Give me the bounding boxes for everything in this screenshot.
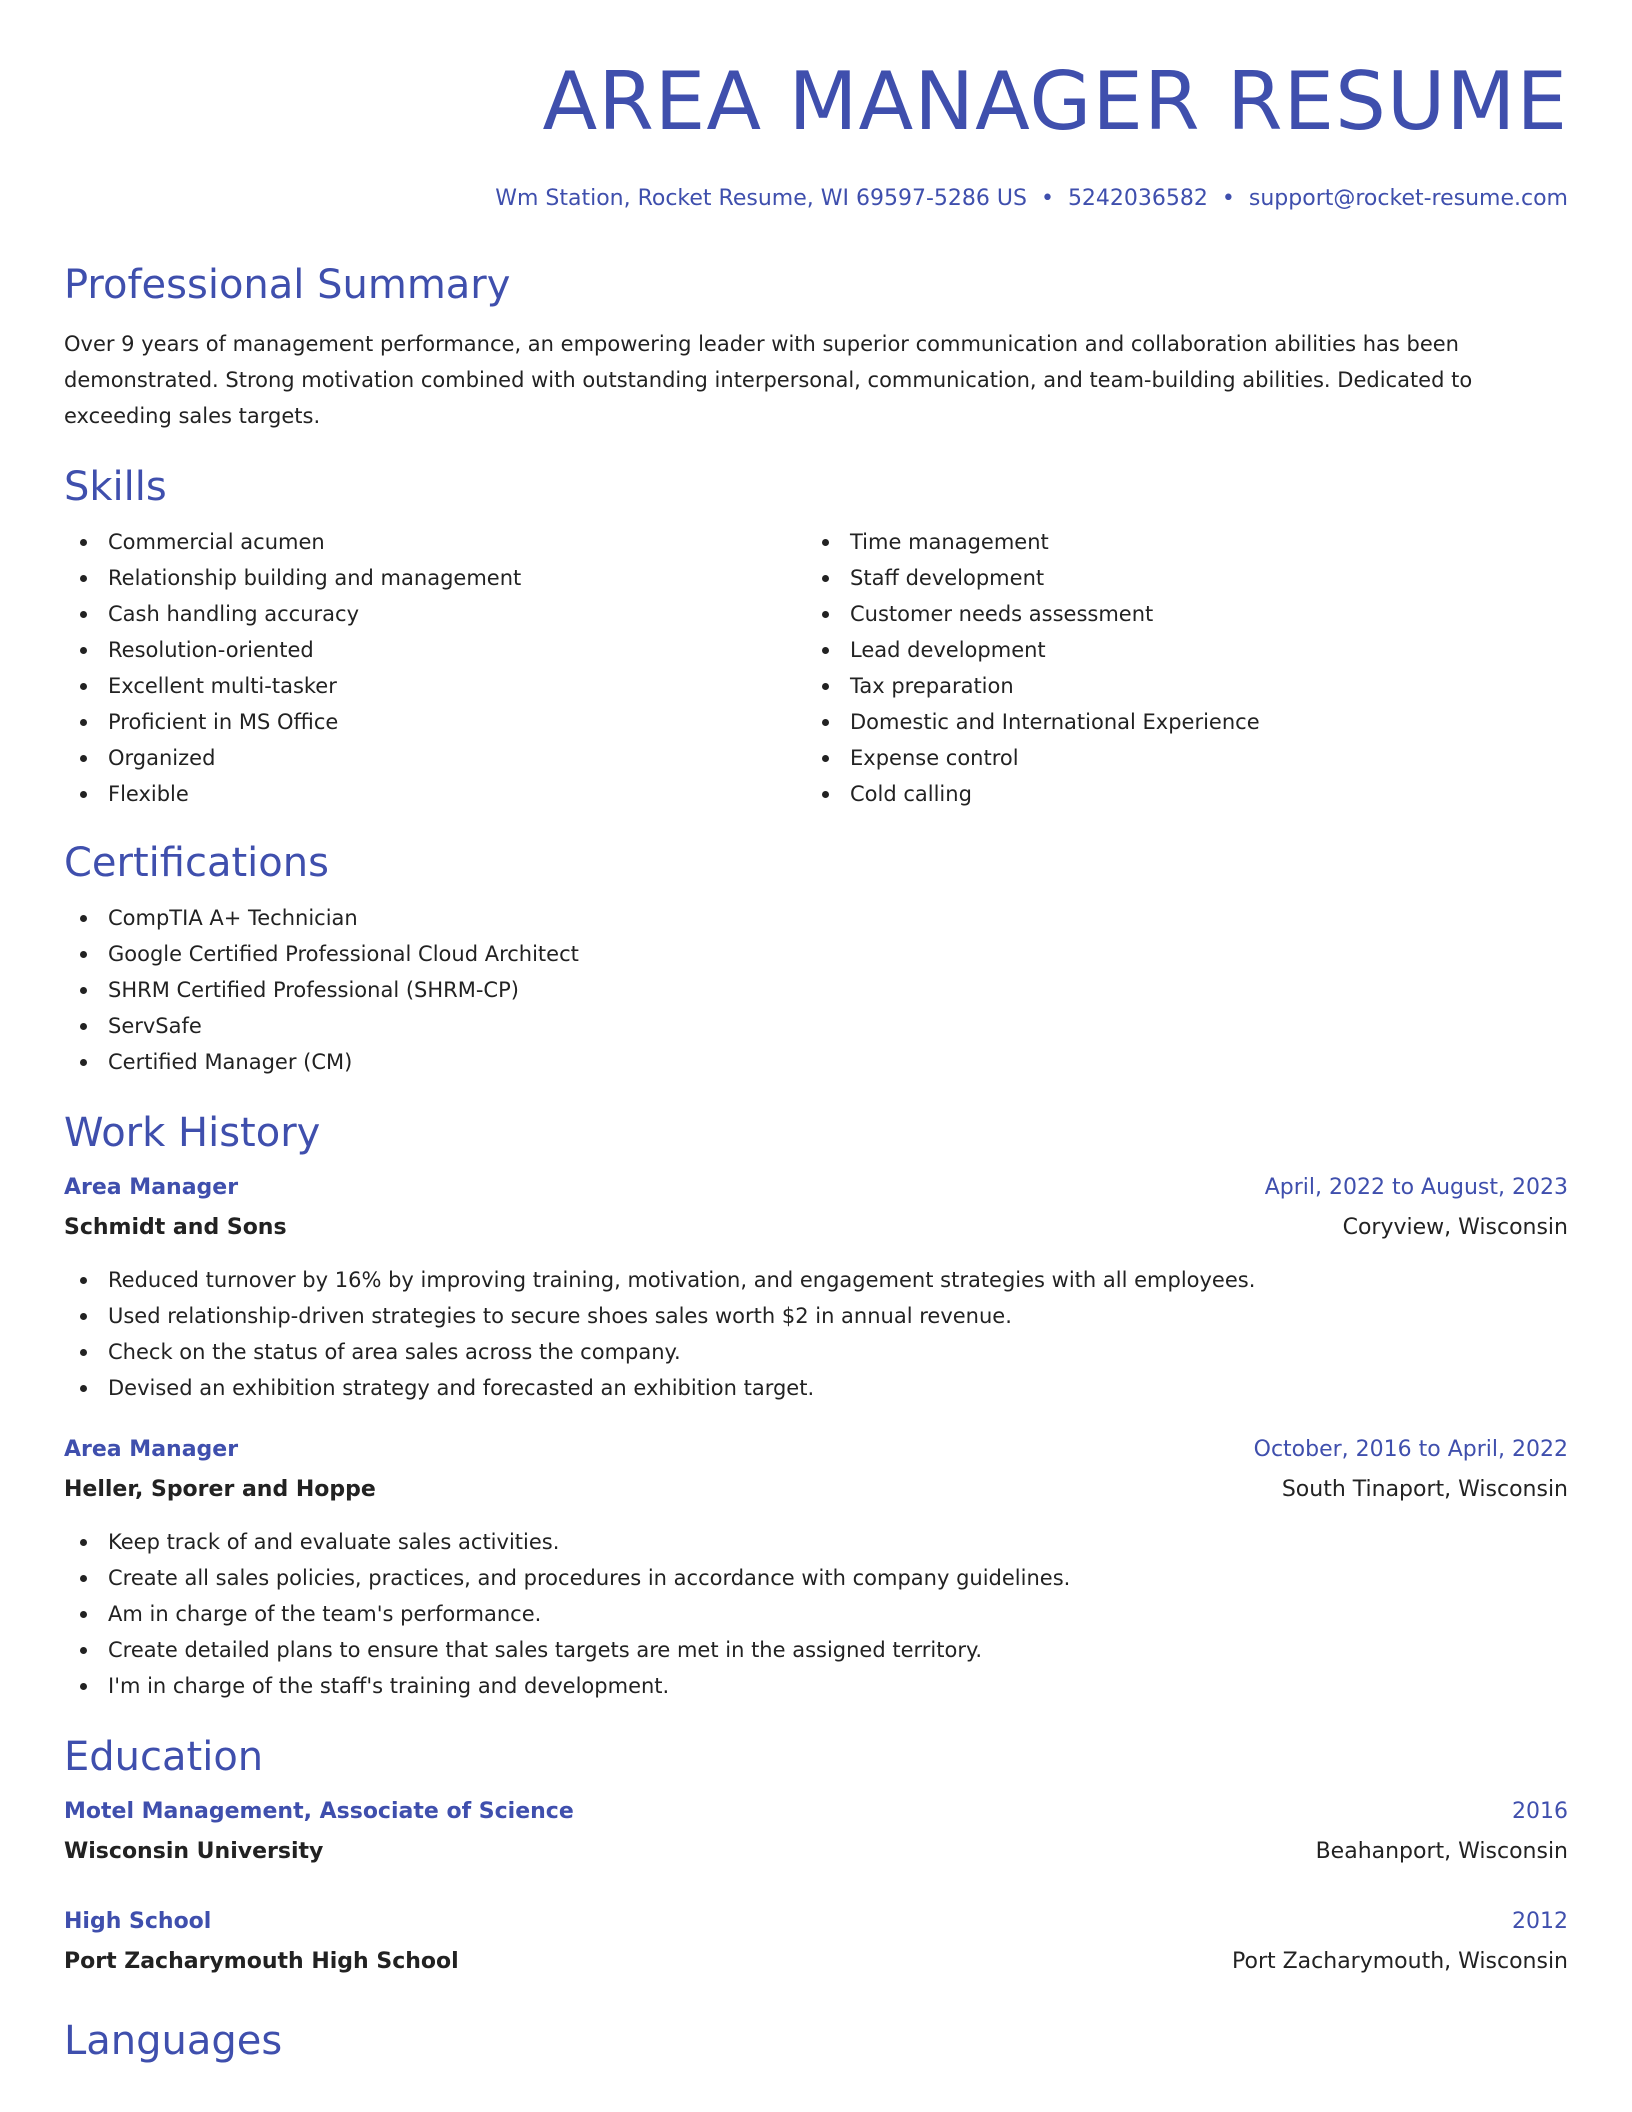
job-entry <box>64 1430 1568 1704</box>
skill-item: Relationship building and management <box>64 560 806 596</box>
certification-item: ServSafe <box>64 1008 1568 1044</box>
education-degree: Motel Management, Associate of Science <box>64 1799 574 1824</box>
certifications-heading: Certifications <box>64 840 329 886</box>
job-entry <box>64 1168 1568 1406</box>
job-bullet: Create detailed plans to ensure that sales targets are met in the assigned territory. <box>64 1632 1568 1668</box>
job-bullet: Create all sales policies, practices, and procedures in accordance with company guidelines. <box>64 1560 1568 1596</box>
job-bullets <box>64 1262 1568 1406</box>
skill-item: Lead development <box>806 632 1568 668</box>
contact-separator: • <box>1221 186 1235 211</box>
education-location: Beahanport, Wisconsin <box>1315 1839 1568 1864</box>
education-header-row <box>64 1902 1568 1942</box>
job-dates: October, 2016 to April, 2022 <box>1253 1437 1568 1462</box>
contact-address: Wm Station, Rocket Resume, WI 69597-5286 US <box>495 186 1027 211</box>
contact-email: support@rocket-resume.com <box>1248 186 1568 211</box>
job-bullet: Keep track of and evaluate sales activities. <box>64 1524 1568 1560</box>
contact-info <box>64 184 1568 214</box>
job-location: Coryview, Wisconsin <box>1342 1215 1568 1240</box>
skill-item: Expense control <box>806 740 1568 776</box>
job-title: Area Manager <box>64 1437 239 1462</box>
job-bullet: Used relationship-driven strategies to secure shoes sales worth $2 in annual revenue. <box>64 1298 1568 1334</box>
job-bullets <box>64 1524 1568 1704</box>
skill-item: Organized <box>64 740 806 776</box>
certification-item: CompTIA A+ Technician <box>64 900 1568 936</box>
job-bullet: Check on the status of area sales across the company. <box>64 1334 1568 1370</box>
skills-heading: Skills <box>64 464 167 510</box>
skill-item: Staff development <box>806 560 1568 596</box>
work-history-heading: Work History <box>64 1110 321 1156</box>
certifications-list <box>64 900 1568 1080</box>
job-header-row <box>64 1168 1568 1208</box>
education-location: Port Zacharymouth, Wisconsin <box>1232 1949 1568 1974</box>
skill-item: Domestic and International Experience <box>806 704 1568 740</box>
education-year: 2012 <box>1512 1909 1568 1934</box>
job-title: Area Manager <box>64 1175 239 1200</box>
skill-item: Cash handling accuracy <box>64 596 806 632</box>
education-school-row <box>64 1832 1568 1872</box>
languages-section <box>64 2016 1568 2066</box>
skill-item: Cold calling <box>806 776 1568 812</box>
job-bullet: Reduced turnover by 16% by improving training, motivation, and engagement strategies with all employees. <box>64 1262 1568 1298</box>
summary-heading: Professional Summary <box>64 262 511 308</box>
summary-text: Over 9 years of management performance, an empowering leader with superior communication and collaboration abilities has been demonstrated. Strong motivation combined with outstanding interpersonal, communication, and team-building abilities. Dedicated to exceeding sales targets. <box>64 332 1473 428</box>
job-company: Heller, Sporer and Hoppe <box>64 1477 376 1502</box>
education-school: Port Zacharymouth High School <box>64 1949 459 1974</box>
skill-item: Customer needs assessment <box>806 596 1568 632</box>
education-school-row <box>64 1942 1568 1982</box>
resume-title: AREA MANAGER RESUME <box>542 55 1568 148</box>
job-dates: April, 2022 to August, 2023 <box>1264 1175 1568 1200</box>
job-company-row <box>64 1470 1568 1510</box>
job-bullet: Devised an exhibition strategy and forecasted an exhibition target. <box>64 1370 1568 1406</box>
job-header-row <box>64 1430 1568 1470</box>
education-header-row <box>64 1792 1568 1832</box>
summary-section <box>64 260 1568 434</box>
skill-item: Resolution-oriented <box>64 632 806 668</box>
education-heading: Education <box>64 1734 264 1780</box>
education-entry <box>64 1902 1568 1982</box>
certification-item: SHRM Certified Professional (SHRM-CP) <box>64 972 1568 1008</box>
languages-heading: Languages <box>64 2018 283 2064</box>
contact-phone: 5242036582 <box>1067 186 1208 211</box>
skill-item: Commercial acumen <box>64 524 806 560</box>
skill-item: Tax preparation <box>806 668 1568 704</box>
job-company-row <box>64 1208 1568 1248</box>
contact-separator: • <box>1040 186 1054 211</box>
education-school: Wisconsin University <box>64 1839 324 1864</box>
job-location: South Tinaport, Wisconsin <box>1281 1477 1568 1502</box>
skill-item: Proficient in MS Office <box>64 704 806 740</box>
education-entry <box>64 1792 1568 1872</box>
work-history-section <box>64 1108 1568 1704</box>
skills-columns <box>64 524 1568 812</box>
job-bullet: Am in charge of the team's performance. <box>64 1596 1568 1632</box>
education-year: 2016 <box>1512 1799 1568 1824</box>
education-section <box>64 1732 1568 1982</box>
skills-list-left <box>64 524 806 812</box>
skills-list-right <box>806 524 1568 812</box>
skill-item: Time management <box>806 524 1568 560</box>
resume-header <box>64 0 1568 214</box>
skills-section <box>64 462 1568 812</box>
certification-item: Certified Manager (CM) <box>64 1044 1568 1080</box>
skill-item: Flexible <box>64 776 806 812</box>
certification-item: Google Certified Professional Cloud Architect <box>64 936 1568 972</box>
job-bullet: I'm in charge of the staff's training and development. <box>64 1668 1568 1704</box>
skill-item: Excellent multi-tasker <box>64 668 806 704</box>
education-degree: High School <box>64 1909 212 1934</box>
job-company: Schmidt and Sons <box>64 1215 287 1240</box>
certifications-section <box>64 838 1568 1080</box>
